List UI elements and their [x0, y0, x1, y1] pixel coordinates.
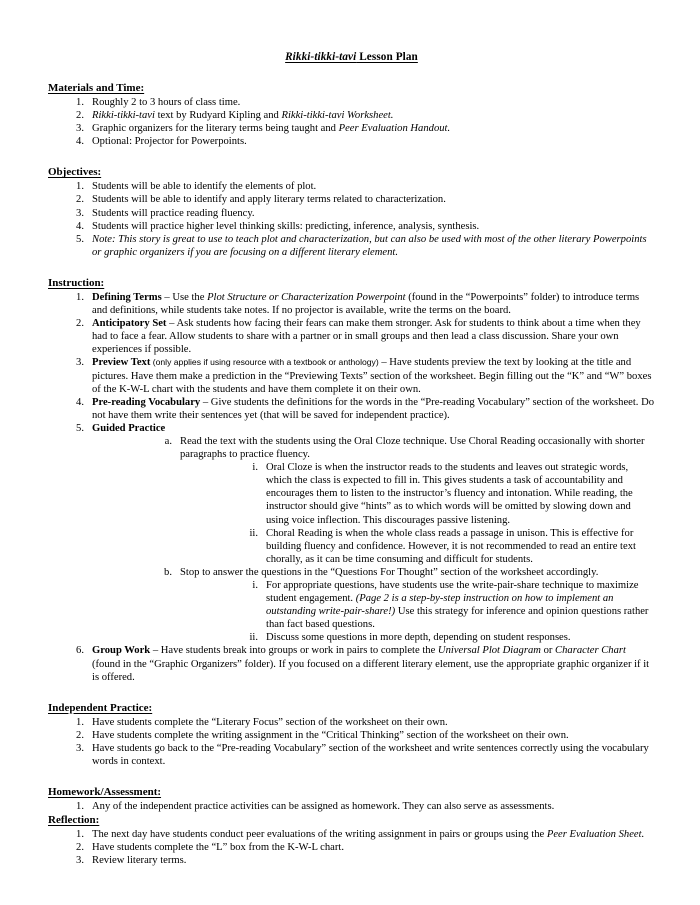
list-marker: 4. — [76, 396, 84, 408]
section-instruction — [48, 276, 655, 692]
list-marker: 1. — [76, 181, 84, 193]
list-marker: 1. — [76, 829, 84, 841]
list-item-text — [92, 123, 450, 134]
section-heading-reflection — [48, 813, 655, 827]
list-marker: i. — [252, 580, 258, 591]
text-run: Graphic organizers for the literary terms being taught and — [92, 123, 339, 135]
text-run: Anticipatory Set — [92, 318, 167, 330]
text-run: Stop to answer the questions in the “Questions For Thought” section of the worksheet accordingly. — [180, 566, 599, 578]
list-item — [48, 96, 655, 109]
list-item-text — [92, 842, 344, 853]
list-marker: 2. — [76, 729, 84, 741]
section-spacer — [48, 148, 655, 156]
ordered-list-level-2 — [136, 435, 655, 645]
section-materials-and-time — [48, 81, 655, 156]
text-run: Plot Structure or Characterization Powerpoint — [207, 291, 406, 303]
ordered-list-level-1 — [48, 716, 655, 768]
list-item — [224, 527, 655, 566]
ordered-list-level-1 — [48, 291, 655, 684]
ordered-list-level-1 — [48, 800, 655, 813]
list-item — [48, 193, 655, 206]
text-run: Rikki-tikki-tavi — [285, 51, 357, 63]
text-run: Group Work — [92, 645, 151, 657]
text-run: For appropriate questions, have students use the write-pair-share technique to maximize student engagement. — [266, 580, 639, 605]
text-run: Use this strategy for inference and opinion questions rather than fact based questions. — [266, 606, 649, 631]
list-item — [224, 461, 655, 526]
text-run: Pre-reading Vocabulary — [92, 396, 201, 408]
list-marker: 1. — [76, 801, 84, 813]
list-item-text — [92, 181, 316, 192]
text-run: text by Rudyard Kipling and — [154, 110, 282, 122]
list-item-text — [92, 110, 393, 121]
text-run: – Ask students how facing their fears can make them stronger. Ask for students to think about a time when they had to face a fear. Allow students to share with a partner or in small groups and then lead a class discussion. Share your own experiences if possible. — [92, 318, 641, 356]
section-heading-independent-practice — [48, 701, 655, 715]
list-marker: 6. — [76, 645, 84, 657]
section-homework-assessment — [48, 785, 655, 813]
list-item — [48, 716, 655, 729]
list-marker: 4. — [76, 136, 84, 148]
list-item — [48, 207, 655, 220]
section-heading-instruction — [48, 276, 655, 290]
ordered-list-level-3 — [224, 579, 655, 644]
ordered-list-level-1 — [48, 828, 655, 867]
list-item-text — [92, 645, 649, 682]
list-item-text — [92, 730, 569, 741]
text-run: Have students complete the “Literary Focus” section of the worksheet on their own. — [92, 716, 448, 728]
text-run: Students will practice reading fluency. — [92, 207, 255, 219]
list-item-text — [92, 97, 240, 108]
section-spacer — [48, 684, 655, 692]
text-run: (found in the “Graphic Organizers” folder). If you focused on a different literary element, use the appropriate graphic organizer if it is offered. — [92, 658, 650, 683]
list-marker: 2. — [76, 318, 84, 330]
ordered-list-level-1 — [48, 96, 655, 148]
list-item-text — [266, 528, 636, 565]
section-heading-text: Instruction: — [48, 276, 105, 289]
section-heading-text: Objectives: — [48, 166, 102, 179]
list-item-text — [92, 801, 554, 812]
list-item — [48, 854, 655, 867]
list-item — [48, 828, 655, 841]
text-run: Guided Practice — [92, 422, 166, 434]
text-run: Review literary terms. — [92, 855, 187, 867]
list-item-text — [266, 462, 633, 525]
list-marker: a. — [164, 435, 172, 447]
section-spacer — [48, 259, 655, 267]
list-marker: 3. — [76, 855, 84, 867]
ordered-list-level-3 — [224, 461, 655, 566]
list-item — [224, 579, 655, 631]
list-marker: 3. — [76, 207, 84, 219]
list-item — [48, 841, 655, 854]
text-run: – Give students the definitions for the words in the “Pre-reading Vocabulary” section of the worksheet. Do not have them write their sentences yet (that will be saved for independent practice). — [92, 396, 655, 421]
text-run: Have students go back to the “Pre-reading Vocabulary” section of the worksheet and write sentences correctly using the vocabulary words in context. — [92, 742, 649, 768]
list-item-text — [266, 632, 571, 643]
section-spacer — [48, 768, 655, 776]
list-item — [48, 644, 655, 683]
list-marker: 2. — [76, 842, 84, 854]
list-item — [48, 422, 655, 645]
section-heading-text: Homework/Assessment: — [48, 786, 162, 799]
list-item-text — [180, 436, 645, 460]
document-body — [48, 81, 655, 868]
ordered-list-level-1 — [48, 180, 655, 259]
list-item-text — [92, 136, 247, 147]
list-marker: i. — [252, 462, 258, 474]
text-run: Lesson Plan — [356, 51, 418, 63]
page-title — [48, 50, 655, 64]
list-marker: 5. — [76, 233, 84, 245]
list-item — [48, 180, 655, 193]
list-marker: 3. — [76, 123, 84, 135]
list-marker: b. — [164, 566, 172, 578]
list-item — [48, 729, 655, 742]
text-run: Students will be able to identify and apply literary terms related to characterization. — [92, 194, 446, 206]
list-item — [48, 233, 655, 259]
list-item — [48, 122, 655, 135]
section-objectives — [48, 165, 655, 267]
text-run: Preview Text — [92, 357, 151, 369]
text-run: Have students complete the “L” box from the K-W-L chart. — [92, 842, 344, 854]
list-item-text — [92, 292, 639, 316]
text-run: Discuss some questions in more depth, depending on student responses. — [266, 632, 571, 644]
text-run: (only applies if using resource with a textbook or anthology) — [150, 357, 379, 368]
list-item-text — [92, 397, 654, 421]
text-run: Choral Reading is when the whole class reads a passage in unison. This is effective for building fluency and confidence. However, it is not recommended to read an entire text chorally, as it can be time consuming and difficult for students. — [266, 527, 636, 565]
text-run: – Use the — [161, 291, 208, 303]
list-item-text — [92, 855, 186, 866]
list-item-text — [92, 194, 446, 205]
list-item — [48, 291, 655, 317]
list-marker: 3. — [76, 742, 84, 754]
list-item — [48, 220, 655, 233]
section-heading-text: Materials and Time: — [48, 82, 145, 94]
list-item-text — [180, 567, 598, 578]
text-run: Read the text with the students using the Oral Cloze technique. Use Choral Reading occasionally with shorter paragraphs to practice fluency. — [180, 435, 645, 461]
list-marker: 1. — [76, 97, 84, 108]
text-run: Oral Cloze is when the instructor reads to the students and leaves out strategic words, which the class is expected to fill in. This gives students a task of accountability and encourages them to listen to the instructor’s fluency and intonation. While reading, the instructor should give “hints” as to which words will be omitted by slowing down and using voice inflection. This discourages passive listening. — [266, 462, 633, 526]
text-run: The next day have students conduct peer evaluations of the writing assignment in pairs or groups using the — [92, 829, 547, 841]
page-title-text — [285, 51, 418, 63]
list-item-text — [92, 357, 651, 394]
list-marker: ii. — [249, 632, 258, 644]
list-item-text — [92, 234, 647, 258]
text-run: (found in the “Powerpoints” folder) to introduce terms and definitions, while students take notes. If no projector is available, write the terms on the board. — [92, 291, 640, 317]
text-run: Peer Evaluation Sheet. — [546, 829, 645, 841]
list-item — [224, 631, 655, 644]
list-item — [48, 800, 655, 813]
section-reflection — [48, 813, 655, 867]
list-marker: 2. — [76, 110, 84, 122]
list-item — [48, 742, 655, 768]
list-item-text — [92, 208, 255, 219]
text-run: (Page 2 is a step-by-step instruction on how to implement an outstanding write-pair-share!) — [266, 593, 614, 618]
list-marker: 1. — [76, 716, 84, 728]
list-item — [48, 356, 655, 395]
section-heading-homework-assessment — [48, 785, 655, 799]
list-marker: 5. — [76, 422, 84, 434]
text-run: Any of the independent practice activities can be assigned as homework. They can also serve as assessments. — [92, 801, 555, 813]
list-marker: 1. — [76, 291, 84, 303]
list-marker: 3. — [76, 357, 84, 369]
section-heading-objectives — [48, 165, 655, 179]
text-run: Optional: Projector for Powerpoints. — [92, 136, 247, 148]
text-run: – Have students preview the text by looking at the title and pictures. Have them make a prediction in the “Previewing Texts” section of the worksheet. Begin filling out the “K” and “W” boxes of the K-W-L chart with the students and have them complete it on their own. — [92, 357, 652, 395]
text-run: Peer Evaluation Handout. — [338, 123, 451, 135]
section-heading-text: Reflection: — [48, 814, 100, 827]
list-item — [48, 135, 655, 148]
text-run: Rikki-tikki-tavi Worksheet. — [281, 110, 394, 122]
list-marker: 2. — [76, 194, 84, 206]
list-item-text — [92, 717, 448, 728]
list-item-text — [92, 423, 165, 434]
section-heading-materials-and-time — [48, 81, 655, 95]
section-independent-practice — [48, 701, 655, 776]
list-item — [48, 396, 655, 422]
text-run: Note: This story is great to use to teach plot and characterization, but can also be used with most of the other literary Powerpoints or graphic organizers if you are focusing on a different literary element. — [92, 233, 647, 258]
text-run: Character Chart — [555, 645, 626, 657]
list-item — [136, 435, 655, 566]
list-marker: 4. — [76, 220, 84, 232]
list-item — [136, 566, 655, 645]
text-run: Students will practice higher level thinking skills: predicting, inference, analysis, synthesis. — [92, 220, 480, 232]
list-marker: ii. — [249, 527, 258, 539]
text-run: Rikki-tikki-tavi — [92, 110, 155, 122]
list-item-text — [92, 318, 641, 355]
text-run: Roughly 2 to 3 hours of class time. — [92, 97, 241, 108]
text-run: Defining Terms — [92, 291, 162, 303]
text-run: Students will be able to identify the elements of plot. — [92, 181, 317, 193]
list-item — [48, 109, 655, 122]
text-run: or — [540, 645, 556, 657]
text-run: Universal Plot Diagram — [437, 645, 541, 657]
list-item — [48, 317, 655, 356]
text-run: – Have students break into groups or work in pairs to complete the — [150, 645, 438, 657]
list-item-text — [92, 829, 644, 840]
list-item-text — [266, 580, 648, 630]
section-heading-text: Independent Practice: — [48, 701, 153, 714]
list-item-text — [92, 743, 649, 767]
list-item-text — [92, 221, 479, 232]
text-run: Have students complete the writing assignment in the “Critical Thinking” section of the worksheet on their own. — [92, 729, 569, 741]
